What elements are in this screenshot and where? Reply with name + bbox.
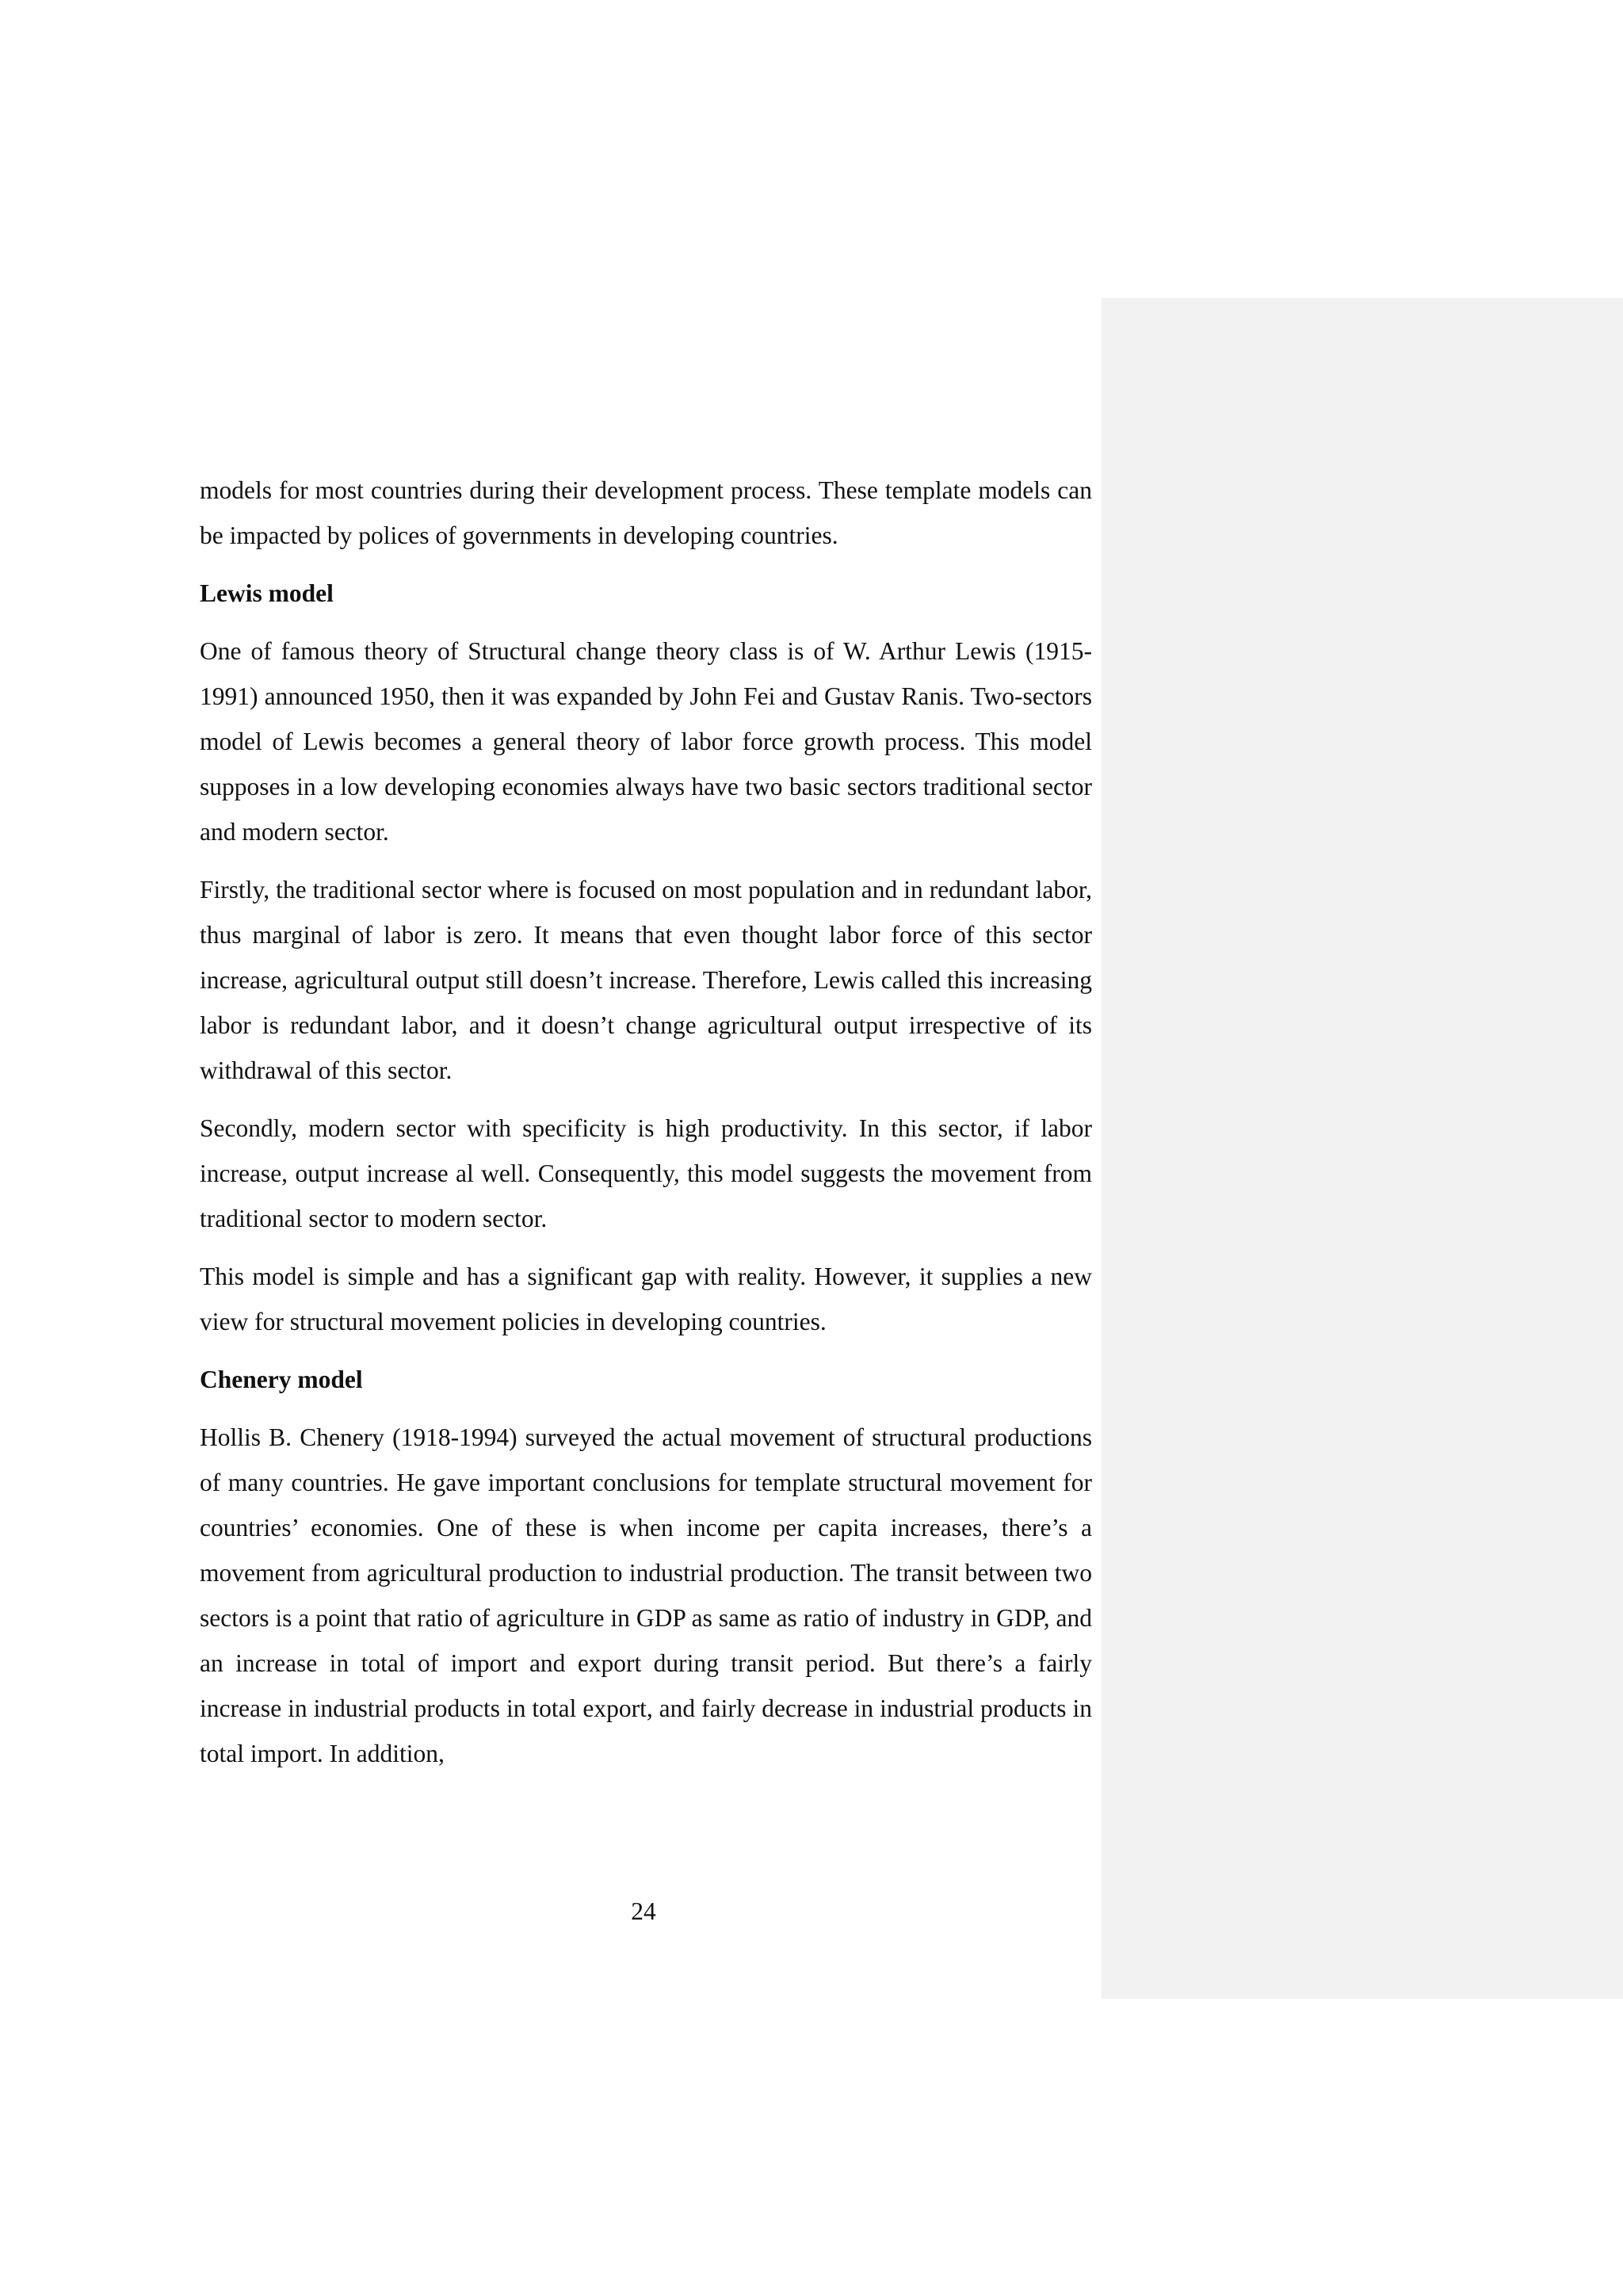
paragraph-chenery: Hollis B. Chenery (1918-1994) surveyed the actual movement of structural productions of many countries. He gave important conclusions for template structural movement for countries’ economies. One of these is when income per capita increases, there’s a movement from agricultural production to industrial production. The transit between two sectors is a point that ratio of agriculture in GDP as same as ratio of industry in GDP, and an increase in total of import and export during transit period. But there’s a fairly increase in industrial products in total export, and fairly decrease in industrial products in total import. In addition, (200, 1423, 1092, 1767)
paragraph-lewis-intro: One of famous theory of Structural change theory class is of W. Arthur Lewis (1915-1991) announced 1950, then it was expanded by John Fei and Gustav Ranis. Two-sectors model of Lewis becomes a general theory of labor force growth process. This model supposes in a low developing economies always have two basic sectors traditional sector and modern sector. (200, 637, 1092, 846)
page-number: 24 (631, 1897, 656, 1925)
heading-lewis-model: Lewis model (200, 579, 334, 607)
paragraph-traditional-sector: Firstly, the traditional sector where is focused on most population and in redundant labor, thus marginal of labor is zero. It means that even thought labor force of this sector increase, agricultural output still doesn’t increase. Therefore, Lewis called this increasing labor is redundant labor, and it doesn’t change agricultural output irrespective of its withdrawal of this sector. (200, 876, 1092, 1084)
paragraph-model-assessment: This model is simple and has a significant gap with reality. However, it supplies a new view for structural movement policies in developing countries. (200, 1263, 1092, 1335)
paragraph-continuation: models for most countries during their development process. These template models can be impacted by polices of governments in developing countries. (200, 476, 1092, 549)
comment-pane (1102, 298, 1623, 1999)
page-body (200, 468, 1092, 1789)
paragraph-modern-sector: Secondly, modern sector with specificity is high productivity. In this sector, if labor increase, output increase al well. Consequently, this model suggests the movement from traditional sector to modern sector. (200, 1114, 1092, 1232)
heading-chenery-model: Chenery model (200, 1366, 363, 1393)
